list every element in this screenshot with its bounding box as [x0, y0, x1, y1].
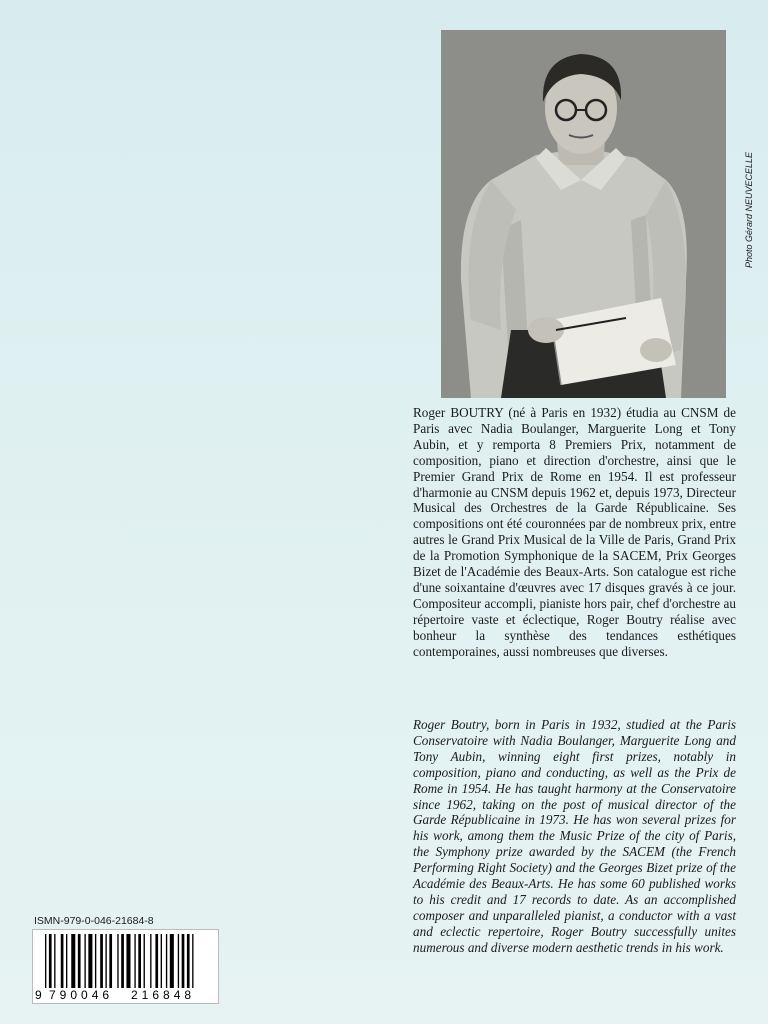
- barcode-bar: [166, 934, 167, 988]
- barcode-bar: [182, 934, 185, 988]
- barcode-bar: [78, 934, 81, 988]
- ismn-number: ISMN-979-0-046-21684-8: [34, 915, 154, 927]
- barcode-bar: [45, 934, 46, 988]
- biography-english: Roger Boutry, born in Paris in 1932, studied at the Paris Conservatoire with Nadia Boulanger, Marguerite Long and Tony Aubin, winning eight first prizes, notably in composition, piano and conducting, as well as the Prix de Rome in 1954. He has taught harmony at the Conservatoire since 1962, taking on the post of musical director of the Garde Républicaine in 1973. He has won several prizes for his work, among them the Music Prize of the city of Paris, the Symphony prize awarded by the SACEM (the French Performing Right Society) and the Georges Bizet prize of the Académie des Beaux-Arts. He has some 60 published works to his credit and 17 records to date. As an accomplished composer and unparalleled pianist, a conductor with a vast and eclectic repertoire, Roger Boutry successfully unites numerous and diverse modern aesthetic trends in his work.: [413, 717, 736, 955]
- barcode-bar: [138, 934, 141, 988]
- barcode-bar: [150, 934, 151, 988]
- barcode-bar: [88, 934, 92, 988]
- barcode-bar: [100, 934, 103, 988]
- barcode-bar: [161, 934, 162, 988]
- barcode-bar: [109, 934, 112, 988]
- photo-credit: Photo Gérard NEUVECELLE: [744, 151, 754, 268]
- barcode: [32, 929, 219, 1004]
- barcode-bar: [121, 934, 124, 988]
- barcode-bar: [71, 934, 75, 988]
- barcode-bar: [61, 934, 64, 988]
- barcode-bar: [49, 934, 52, 988]
- barcode-bar: [187, 934, 190, 988]
- barcode-bar: [192, 934, 193, 988]
- barcode-bar: [178, 934, 179, 988]
- portrait-photo: [441, 30, 726, 398]
- barcode-bar: [105, 934, 106, 988]
- barcode-right-digits: 216848: [131, 988, 196, 1002]
- barcode-bar: [95, 934, 96, 988]
- barcode-bar: [66, 934, 67, 988]
- barcode-bar: [84, 934, 85, 988]
- barcode-bar: [126, 934, 130, 988]
- barcode-left-digits: 790046: [49, 988, 114, 1002]
- barcode-bar: [117, 934, 118, 988]
- barcode-bar: [134, 934, 135, 988]
- barcode-bar: [155, 934, 158, 988]
- barcode-bar: [170, 934, 174, 988]
- barcode-bar: [144, 934, 145, 988]
- barcode-bar: [54, 934, 55, 988]
- barcode-lead-digit: 9: [35, 988, 42, 1002]
- biography-french: Roger BOUTRY (né à Paris en 1932) étudia au CNSM de Paris avec Nadia Boulanger, Marguerite Long et Tony Aubin, et y remporta 8 Premiers Prix, notamment de composition, piano et direction d'orchestre, ainsi que le Premier Grand Prix de Rome en 1954. Il est professeur d'harmonie au CNSM depuis 1962 et, depuis 1973, Directeur Musical des Orchestres de la Garde Républicaine. Ses compositions ont été couronnées par de nombreux prix, entre autres le Grand Prix Musical de la Ville de Paris, Grand Prix de la Promotion Symphonique de la SACEM, Prix Georges Bizet de l'Académie des Beaux-Arts. Son catalogue est riche d'une soixantaine d'œuvres avec 17 disques gravés à ce jour. Compositeur accompli, pianiste hors pair, chef d'orchestre au répertoire vaste et éclectique, Roger Boutry réalise avec bonheur la synthèse des tendances esthétiques contemporaines, aussi nombreuses que diverses.: [413, 405, 736, 659]
